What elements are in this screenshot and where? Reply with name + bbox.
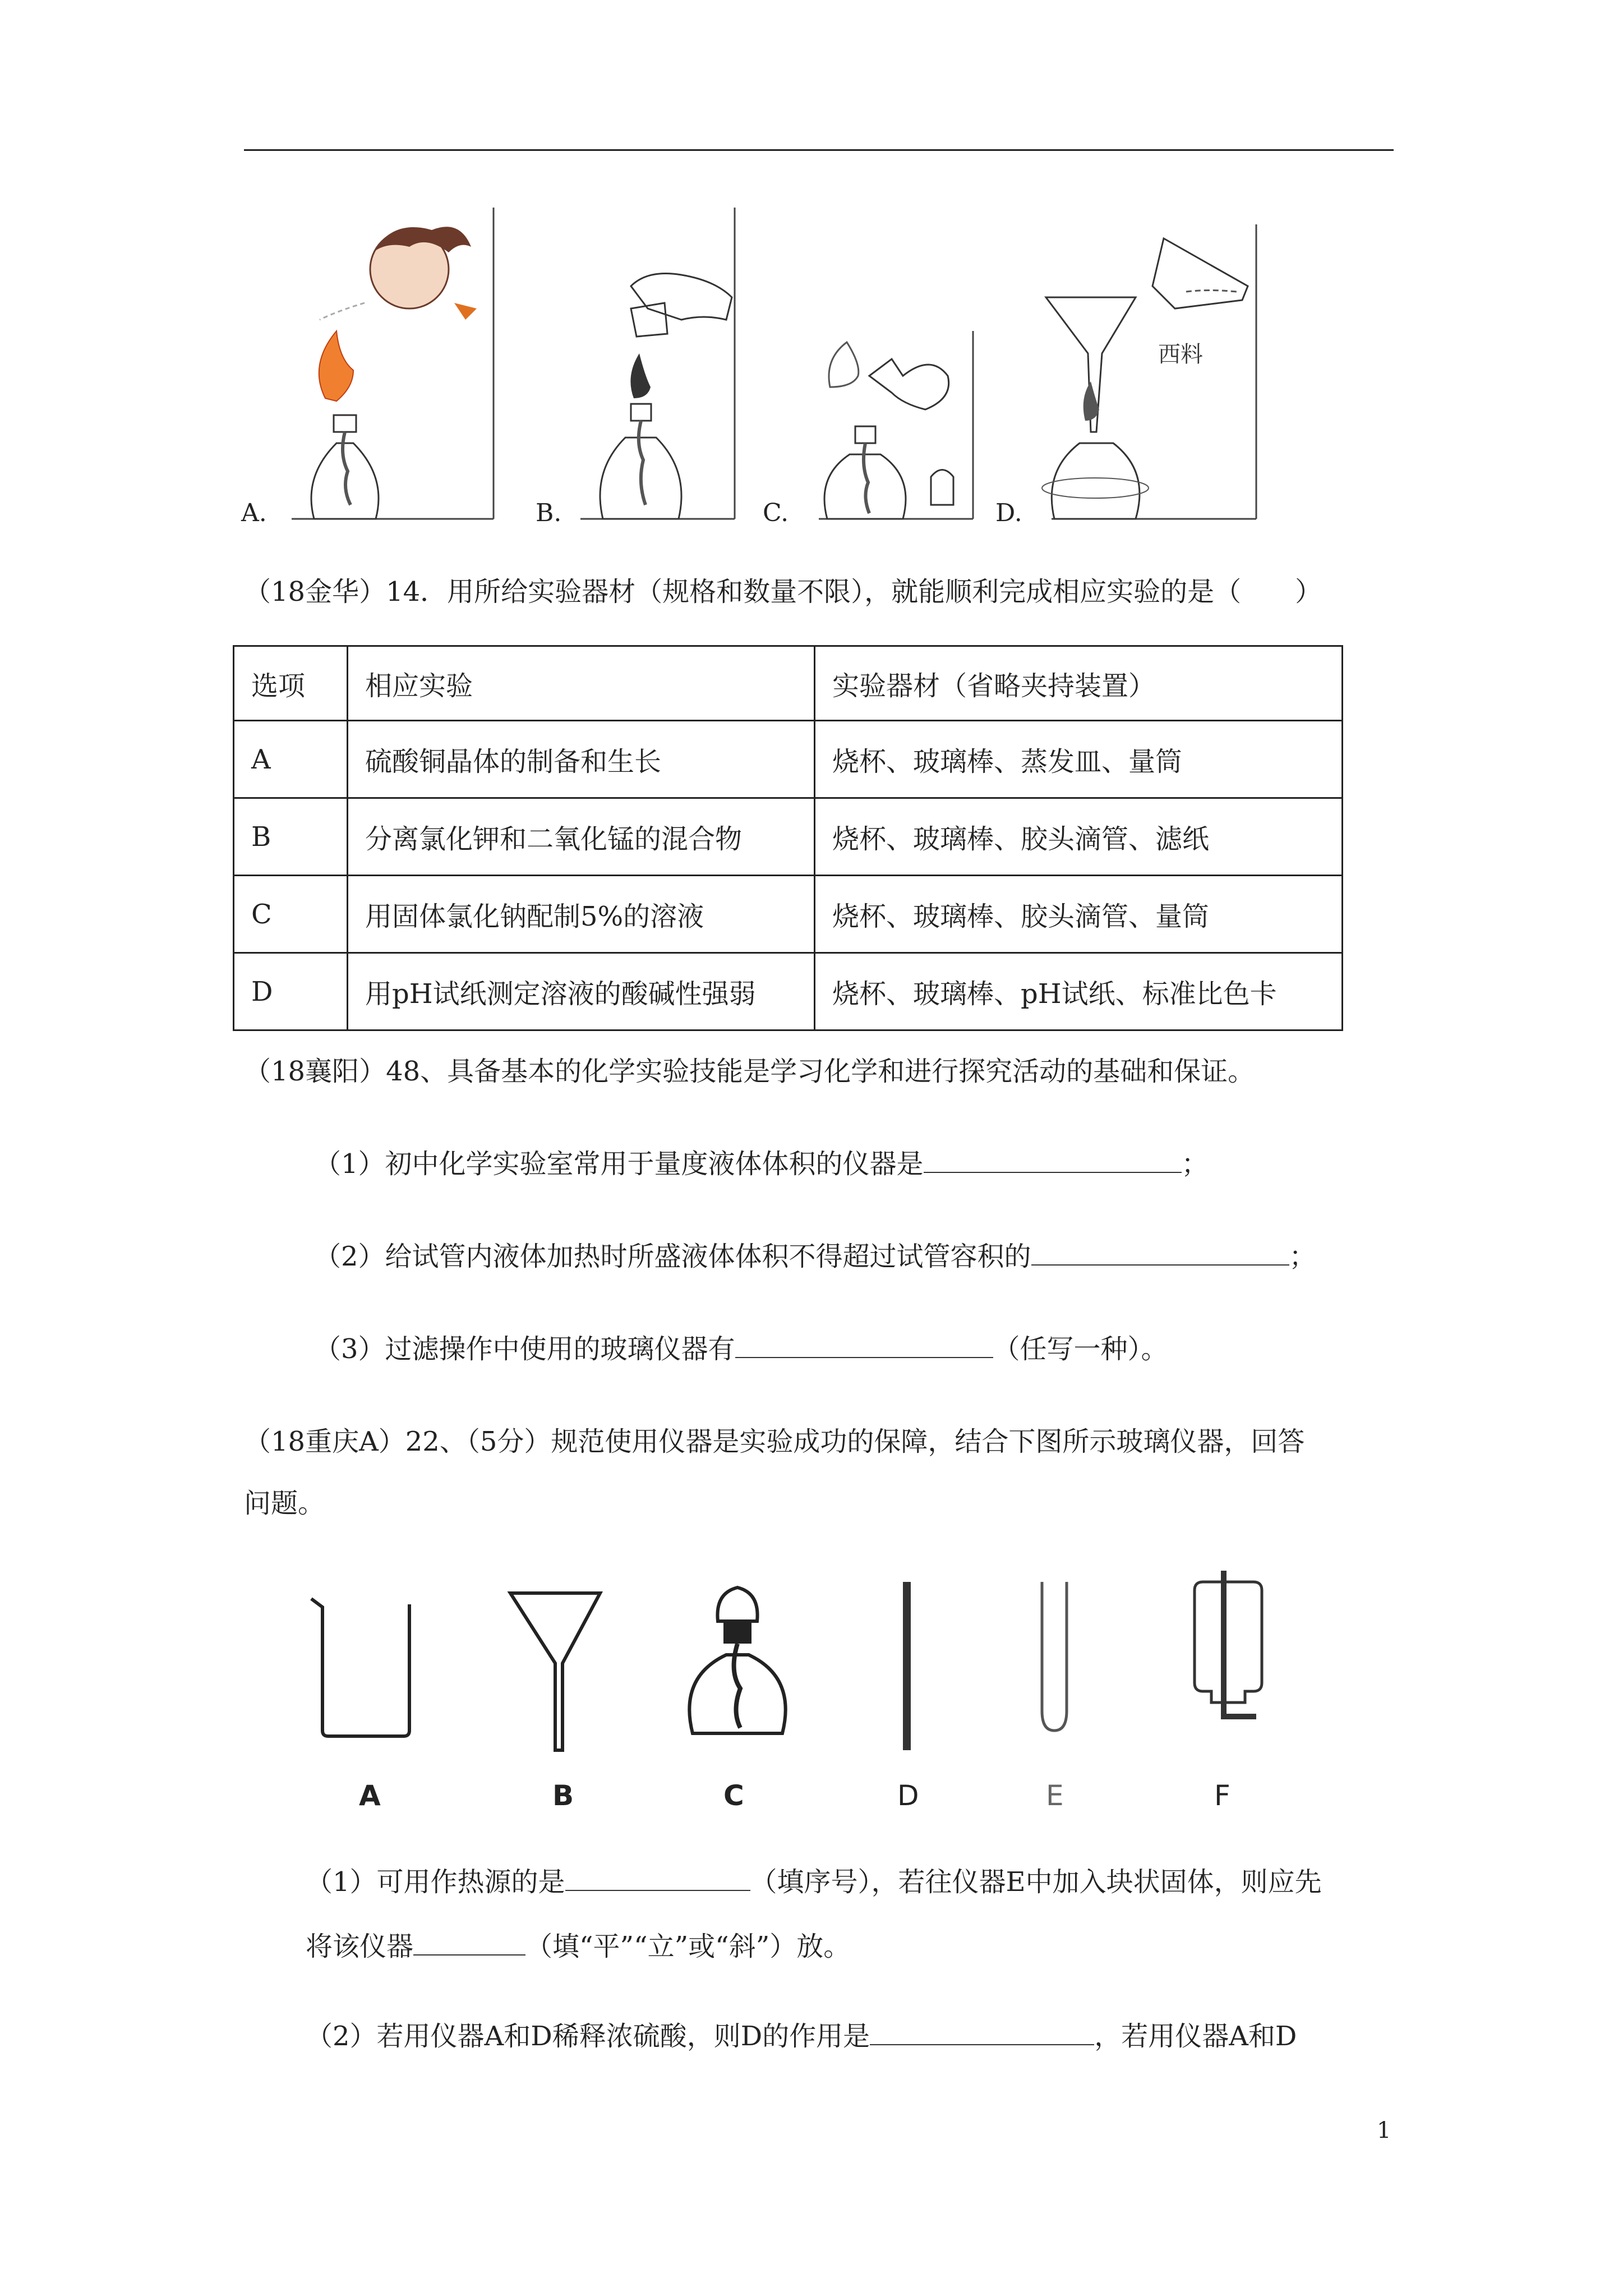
instrument-b-label: B (552, 1779, 574, 1812)
question-48-part-2 (314, 1240, 1316, 1273)
question-48-part-1 (314, 1147, 1209, 1181)
glass-instruments-figure (292, 1565, 1290, 1812)
part-text: 将该仪器 (306, 1931, 414, 1962)
covering-lamp-illustration (536, 208, 737, 533)
blowing-out-lamp-illustration (241, 208, 499, 533)
answer-blank[interactable] (1031, 1240, 1289, 1266)
table-header-row (234, 646, 1343, 721)
instrument-a (292, 1565, 426, 1812)
table-header-cell: 实验器材（省略夹持装置） (815, 646, 1343, 721)
question-48-part-3 (314, 1332, 1168, 1366)
instrument-d-label: D (897, 1779, 919, 1812)
question-22-part-1-cont (306, 1930, 850, 1963)
instrument-d (872, 1565, 939, 1812)
figure-d-text: 西料 (1158, 342, 1203, 367)
answer-blank[interactable] (924, 1147, 1182, 1173)
table-cell: C (234, 876, 348, 953)
alcohol-lamp-figures (241, 208, 1267, 533)
figure-b (536, 208, 737, 533)
table-header-cell: 相应实验 (348, 646, 815, 721)
figure-c (763, 208, 976, 533)
instrument-c (676, 1565, 799, 1812)
part-text: ； (1289, 1241, 1316, 1272)
question-48-stem: （18襄阳）48、具备基本的化学实验技能是学习化学和进行探究活动的基础和保证。 (244, 1056, 1255, 1087)
alcohol-lamp-icon (676, 1565, 799, 1812)
table-cell: 硫酸铜晶体的制备和生长 (348, 721, 815, 798)
test-tube-icon (1021, 1565, 1088, 1812)
answer-blank[interactable] (413, 1930, 525, 1955)
answer-blank[interactable] (565, 1865, 750, 1891)
table-cell: D (234, 953, 348, 1030)
figure-a (241, 208, 499, 533)
refilling-lamp-illustration (995, 208, 1259, 533)
funnel-icon (502, 1565, 614, 1812)
part-text: （填“平”“立”或“斜”）放。 (525, 1931, 851, 1962)
instrument-e-label: E (1046, 1779, 1064, 1812)
answer-blank[interactable] (735, 1332, 993, 1358)
question-22-part-1 (306, 1865, 1322, 1899)
table-cell: 用pH试纸测定溶液的酸碱性强弱 (348, 953, 815, 1030)
part-text: （2）给试管内液体加热时所盛液体体积不得超过试管容积的 (314, 1241, 1031, 1272)
part-text: （3）过滤操作中使用的玻璃仪器有 (314, 1333, 735, 1365)
instrument-f-label: F (1214, 1779, 1230, 1812)
table-row (234, 876, 1343, 953)
header-rule (244, 149, 1394, 151)
question-22-stem-line-2: 问题。 (244, 1488, 325, 1519)
part-text: （1）可用作热源的是 (306, 1866, 565, 1898)
instrument-f (1172, 1565, 1284, 1812)
figure-d (995, 208, 1259, 533)
table-cell: 用固体氯化钠配制5%的溶液 (348, 876, 815, 953)
part-text: （1）初中化学实验室常用于量度液体体积的仪器是 (314, 1148, 924, 1180)
part-text: （2）若用仪器A和D稀释浓硫酸，则D的作用是 (306, 2021, 870, 2052)
part-text: （任写一种）。 (993, 1333, 1168, 1365)
figure-a-label: A. (241, 499, 267, 527)
question-22-part-2 (306, 2019, 1297, 2053)
instrument-a-label: A (359, 1779, 381, 1812)
page-number: 1 (1377, 2118, 1391, 2143)
table-cell: 分离氯化钾和二氧化锰的混合物 (348, 798, 815, 876)
table-row (234, 953, 1343, 1030)
lighting-lamp-illustration (763, 208, 976, 533)
table-cell: 烧杯、玻璃棒、胶头滴管、滤纸 (815, 798, 1343, 876)
glass-rod-icon (872, 1565, 939, 1812)
question-14-stem: （18金华）14．用所给实验器材（规格和数量不限），就能顺利完成相应实验的是（ ） (244, 576, 1322, 608)
instrument-e (1021, 1565, 1088, 1812)
table-cell: B (234, 798, 348, 876)
figure-b-label: B. (536, 499, 562, 527)
part-text: （填序号），若往仪器E中加入块状固体，则应先 (750, 1866, 1322, 1898)
experiment-table (233, 645, 1343, 1031)
beaker-icon (292, 1565, 426, 1812)
wash-bottle-icon (1172, 1565, 1284, 1812)
instrument-b (502, 1565, 614, 1812)
table-cell: 烧杯、玻璃棒、pH试纸、标准比色卡 (815, 953, 1343, 1030)
table-row (234, 798, 1343, 876)
table-header-cell: 选项 (234, 646, 348, 721)
table-cell: A (234, 721, 348, 798)
table-row (234, 721, 1343, 798)
part-text: ； (1181, 1148, 1209, 1180)
table-cell: 烧杯、玻璃棒、胶头滴管、量筒 (815, 876, 1343, 953)
instrument-c-label: C (723, 1779, 744, 1812)
figure-c-label: C. (763, 499, 789, 527)
question-22-stem-line-1: （18重庆A）22、（5分）规范使用仪器是实验成功的保障，结合下图所示玻璃仪器，回答 (244, 1426, 1305, 1457)
part-text: ，若用仪器A和D (1094, 2021, 1297, 2052)
figure-d-label: D. (995, 499, 1022, 527)
table-cell: 烧杯、玻璃棒、蒸发皿、量筒 (815, 721, 1343, 798)
answer-blank[interactable] (870, 2019, 1094, 2045)
